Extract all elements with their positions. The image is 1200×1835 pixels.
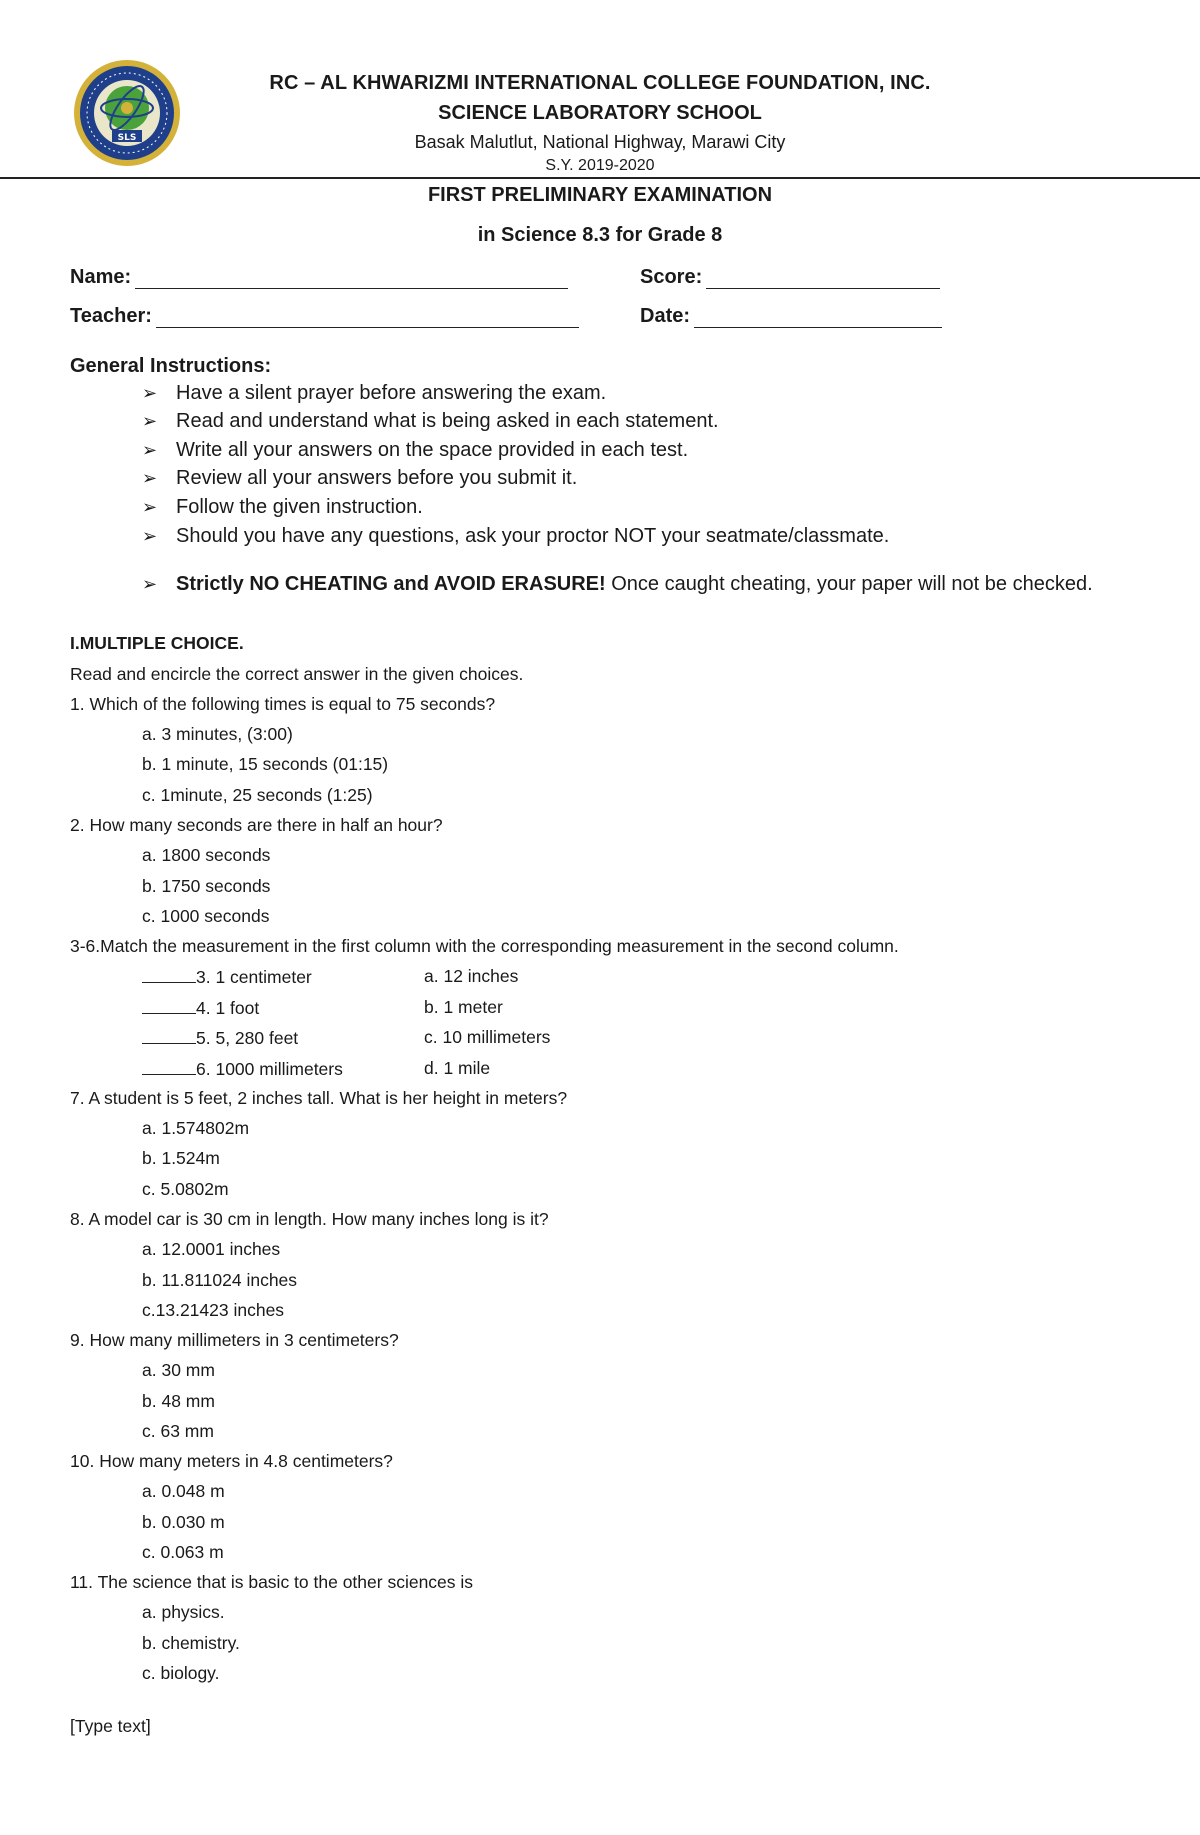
- q10-option-b[interactable]: b. 0.030 m: [142, 1512, 225, 1532]
- answer-blank[interactable]: [142, 1027, 196, 1044]
- header-divider: [0, 177, 1200, 179]
- section-title: I.MULTIPLE CHOICE.: [70, 633, 244, 653]
- instruction-item: ➢ Should you have any questions, ask your proctor NOT your seatmate/classmate.: [142, 525, 890, 547]
- q1-option-b[interactable]: b. 1 minute, 15 seconds (01:15): [142, 754, 389, 774]
- match-choice-d: d. 1 mile: [424, 1058, 491, 1078]
- date-line[interactable]: [694, 307, 942, 328]
- instructions-heading: General Instructions:: [70, 355, 272, 377]
- arrow-bullet-icon: ➢: [142, 497, 158, 517]
- question-9: 9. How many millimeters in 3 centimeters?: [70, 1330, 399, 1350]
- question-3-6-match: 3-6.Match the measurement in the first column with the corresponding measurement in the second column.: [70, 936, 899, 956]
- instruction-item: ➢ Review all your answers before you submit it.: [142, 467, 578, 489]
- teacher-field[interactable]: [70, 305, 579, 328]
- score-line[interactable]: [706, 268, 940, 289]
- q11-option-a[interactable]: a. physics.: [142, 1602, 225, 1622]
- school-address: Basak Malutlut, National Highway, Marawi City: [414, 132, 786, 152]
- q10-option-c[interactable]: c. 0.063 m: [142, 1542, 224, 1562]
- q2-option-b[interactable]: b. 1750 seconds: [142, 876, 271, 896]
- exam-title: FIRST PRELIMINARY EXAMINATION: [427, 184, 773, 206]
- q7-option-a[interactable]: a. 1.574802m: [142, 1118, 250, 1138]
- q7-option-c[interactable]: c. 5.0802m: [142, 1179, 229, 1199]
- name-field[interactable]: [70, 266, 568, 289]
- institution-name: RC – AL KHWARIZMI INTERNATIONAL COLLEGE FOUNDATION, INC.: [269, 72, 931, 94]
- q1-option-c[interactable]: c. 1minute, 25 seconds (1:25): [142, 785, 373, 805]
- teacher-line[interactable]: [156, 307, 579, 328]
- score-label: Score:: [640, 266, 703, 288]
- question-10: 10. How many meters in 4.8 centimeters?: [70, 1451, 393, 1471]
- q1-option-a[interactable]: a. 3 minutes, (3:00): [142, 724, 293, 744]
- q9-option-a[interactable]: a. 30 mm: [142, 1360, 215, 1380]
- score-field[interactable]: [640, 266, 940, 289]
- q2-option-a[interactable]: a. 1800 seconds: [142, 845, 271, 865]
- match-choice-b: b. 1 meter: [424, 997, 503, 1017]
- arrow-bullet-icon: ➢: [142, 440, 158, 460]
- instruction-item: ➢ Read and understand what is being asked in each statement.: [142, 410, 719, 432]
- q7-option-b[interactable]: b. 1.524m: [142, 1148, 220, 1168]
- answer-blank[interactable]: [142, 997, 196, 1014]
- arrow-bullet-icon: ➢: [142, 468, 158, 488]
- q9-option-b[interactable]: b. 48 mm: [142, 1391, 215, 1411]
- svg-text:SLS: SLS: [117, 133, 137, 143]
- section-directions: Read and encircle the correct answer in the given choices.: [70, 664, 524, 684]
- answer-blank[interactable]: [142, 966, 196, 983]
- q8-option-b[interactable]: b. 11.811024 inches: [142, 1270, 298, 1290]
- question-8: 8. A model car is 30 cm in length. How many inches long is it?: [70, 1209, 549, 1229]
- match-item-4: 4. 1 foot: [142, 997, 259, 1019]
- arrow-bullet-icon: ➢: [142, 574, 158, 594]
- q10-option-a[interactable]: a. 0.048 m: [142, 1481, 225, 1501]
- match-item-3: 3. 1 centimeter: [142, 966, 312, 988]
- teacher-label: Teacher:: [70, 305, 152, 327]
- match-choice-c: c. 10 millimeters: [424, 1027, 551, 1047]
- q11-option-c[interactable]: c. biology.: [142, 1663, 220, 1683]
- exam-subtitle: in Science 8.3 for Grade 8: [477, 224, 723, 246]
- q2-option-c[interactable]: c. 1000 seconds: [142, 906, 270, 926]
- match-item-6: 6. 1000 millimeters: [142, 1058, 343, 1080]
- question-11: 11. The science that is basic to the other sciences is: [70, 1572, 474, 1592]
- instruction-item: ➢ Have a silent prayer before answering the exam.: [142, 382, 607, 404]
- q9-option-c[interactable]: c. 63 mm: [142, 1421, 214, 1441]
- arrow-bullet-icon: ➢: [142, 526, 158, 546]
- answer-blank[interactable]: [142, 1058, 196, 1075]
- question-2: 2. How many seconds are there in half an hour?: [70, 815, 443, 835]
- instruction-item-warning: ➢ Strictly NO CHEATING and AVOID ERASURE! Once caught cheating, your paper will not be checked.: [142, 573, 1093, 595]
- footer-placeholder: [Type text]: [70, 1716, 151, 1736]
- school-name: SCIENCE LABORATORY SCHOOL: [438, 102, 762, 124]
- arrow-bullet-icon: ➢: [142, 411, 158, 431]
- match-item-5: 5. 5, 280 feet: [142, 1027, 298, 1049]
- match-choice-a: a. 12 inches: [424, 966, 519, 986]
- arrow-bullet-icon: ➢: [142, 383, 158, 403]
- q8-option-c[interactable]: c.13.21423 inches: [142, 1300, 285, 1320]
- date-field[interactable]: [640, 305, 942, 328]
- school-year: S.Y. 2019-2020: [545, 157, 655, 174]
- date-label: Date:: [640, 305, 691, 327]
- instruction-item: ➢ Write all your answers on the space provided in each test.: [142, 439, 689, 461]
- q11-option-b[interactable]: b. chemistry.: [142, 1633, 240, 1653]
- question-1: 1. Which of the following times is equal to 75 seconds?: [70, 694, 496, 714]
- no-cheating-bold: Strictly NO CHEATING and AVOID ERASURE!: [176, 573, 606, 595]
- q8-option-a[interactable]: a. 12.0001 inches: [142, 1239, 281, 1259]
- instruction-item: ➢ Follow the given instruction.: [142, 496, 423, 518]
- question-7: 7. A student is 5 feet, 2 inches tall. What is her height in meters?: [70, 1088, 568, 1108]
- name-label: Name:: [70, 266, 132, 288]
- name-line[interactable]: [135, 268, 568, 289]
